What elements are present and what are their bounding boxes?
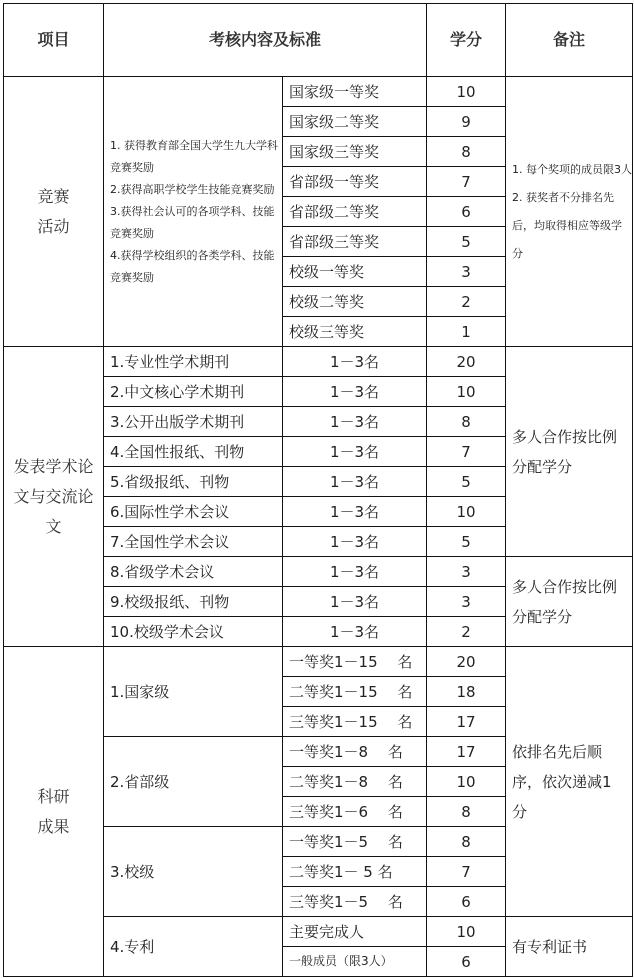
research-remark: 依排名先后顺 序，依次递减1 分 xyxy=(506,647,633,917)
prize-rank: 一等奖1－8 名 xyxy=(283,737,427,767)
rank-range: 1－3名 xyxy=(283,587,427,617)
rank-range: 1－3名 xyxy=(283,527,427,557)
credit-value: 10 xyxy=(427,917,506,947)
award-level: 校级三等奖 xyxy=(283,317,427,347)
paper-type: 9.校级报纸、刊物 xyxy=(104,587,283,617)
competition-description: 1. 获得教育部全国大学生九大学科竞赛奖励 2.获得高职学校学生技能竞赛奖励 3.获得社会认可的各项学科、技能竞赛奖励 4.获得学校组织的各类学科、技能竞赛奖励 xyxy=(104,77,283,347)
credit-value: 7 xyxy=(427,167,506,197)
rank-range: 1－3名 xyxy=(283,557,427,587)
prize-rank: 二等奖1－15 名 xyxy=(283,677,427,707)
table-row xyxy=(4,347,633,377)
paper-type: 7.全国性学术会议 xyxy=(104,527,283,557)
credit-value: 2 xyxy=(427,617,506,647)
research-level: 3.校级 xyxy=(104,827,283,917)
category-papers: 发表学术论 文与交流论 文 xyxy=(4,347,104,647)
header-row xyxy=(4,4,633,77)
rank-range: 1－3名 xyxy=(283,347,427,377)
credit-value: 20 xyxy=(427,647,506,677)
prize-rank: 一等奖1－5 名 xyxy=(283,827,427,857)
award-level: 省部级二等奖 xyxy=(283,197,427,227)
credit-value: 3 xyxy=(427,257,506,287)
paper-type: 1.专业性学术期刊 xyxy=(104,347,283,377)
paper-type: 3.公开出版学术期刊 xyxy=(104,407,283,437)
papers-remark-1: 多人合作按比例 分配学分 xyxy=(506,347,633,557)
credit-value: 17 xyxy=(427,737,506,767)
credit-value: 9 xyxy=(427,107,506,137)
credit-standards-table xyxy=(3,3,633,977)
competition-remark: 1. 每个奖项的成员限3人 2. 获奖者不分排名先后，均取得相应等级学分 xyxy=(506,77,633,347)
credit-value: 17 xyxy=(427,707,506,737)
credit-value: 8 xyxy=(427,407,506,437)
research-level: 2.省部级 xyxy=(104,737,283,827)
credit-value: 10 xyxy=(427,77,506,107)
table-row xyxy=(4,77,633,107)
rank-range: 1－3名 xyxy=(283,407,427,437)
paper-type: 2.中文核心学术期刊 xyxy=(104,377,283,407)
paper-type: 8.省级学术会议 xyxy=(104,557,283,587)
credit-value: 10 xyxy=(427,377,506,407)
credit-value: 5 xyxy=(427,227,506,257)
rank-range: 1－3名 xyxy=(283,467,427,497)
patent-remark: 有专利证书 xyxy=(506,917,633,977)
rank-range: 1－3名 xyxy=(283,617,427,647)
credit-value: 5 xyxy=(427,467,506,497)
prize-rank: 三等奖1－5 名 xyxy=(283,887,427,917)
header-item: 项目 xyxy=(4,4,104,77)
papers-remark-2: 多人合作按比例 分配学分 xyxy=(506,557,633,647)
credit-value: 6 xyxy=(427,887,506,917)
paper-type: 4.全国性报纸、刊物 xyxy=(104,437,283,467)
credit-value: 2 xyxy=(427,287,506,317)
credit-value: 7 xyxy=(427,857,506,887)
header-remark: 备注 xyxy=(506,4,633,77)
research-level: 1.国家级 xyxy=(104,647,283,737)
rank-range: 1－3名 xyxy=(283,497,427,527)
prize-rank: 三等奖1－6 名 xyxy=(283,797,427,827)
credit-value: 10 xyxy=(427,497,506,527)
prize-rank: 一般成员（限3人） xyxy=(283,947,427,977)
paper-type: 6.国际性学术会议 xyxy=(104,497,283,527)
credit-value: 6 xyxy=(427,197,506,227)
award-level: 国家级一等奖 xyxy=(283,77,427,107)
category-competition: 竞赛 活动 xyxy=(4,77,104,347)
award-level: 国家级二等奖 xyxy=(283,107,427,137)
rank-range: 1－3名 xyxy=(283,377,427,407)
header-credit: 学分 xyxy=(427,4,506,77)
award-level: 省部级三等奖 xyxy=(283,227,427,257)
credit-value: 3 xyxy=(427,557,506,587)
header-content: 考核内容及标准 xyxy=(104,4,427,77)
prize-rank: 三等奖1－15 名 xyxy=(283,707,427,737)
credit-value: 5 xyxy=(427,527,506,557)
award-level: 省部级一等奖 xyxy=(283,167,427,197)
prize-rank: 二等奖1－8 名 xyxy=(283,767,427,797)
credit-value: 6 xyxy=(427,947,506,977)
award-level: 校级二等奖 xyxy=(283,287,427,317)
table-row xyxy=(4,647,633,677)
credit-value: 3 xyxy=(427,587,506,617)
prize-rank: 二等奖1－ 5 名 xyxy=(283,857,427,887)
prize-rank: 一等奖1－15 名 xyxy=(283,647,427,677)
credit-value: 8 xyxy=(427,827,506,857)
paper-type: 10.校级学术会议 xyxy=(104,617,283,647)
rank-range: 1－3名 xyxy=(283,437,427,467)
award-level: 国家级三等奖 xyxy=(283,137,427,167)
credit-value: 20 xyxy=(427,347,506,377)
credit-value: 1 xyxy=(427,317,506,347)
prize-rank: 主要完成人 xyxy=(283,917,427,947)
credit-value: 8 xyxy=(427,137,506,167)
credit-value: 10 xyxy=(427,767,506,797)
credit-value: 8 xyxy=(427,797,506,827)
award-level: 校级一等奖 xyxy=(283,257,427,287)
research-level: 4.专利 xyxy=(104,917,283,977)
paper-type: 5.省级报纸、刊物 xyxy=(104,467,283,497)
credit-value: 7 xyxy=(427,437,506,467)
category-research: 科研 成果 xyxy=(4,647,104,977)
credit-value: 18 xyxy=(427,677,506,707)
